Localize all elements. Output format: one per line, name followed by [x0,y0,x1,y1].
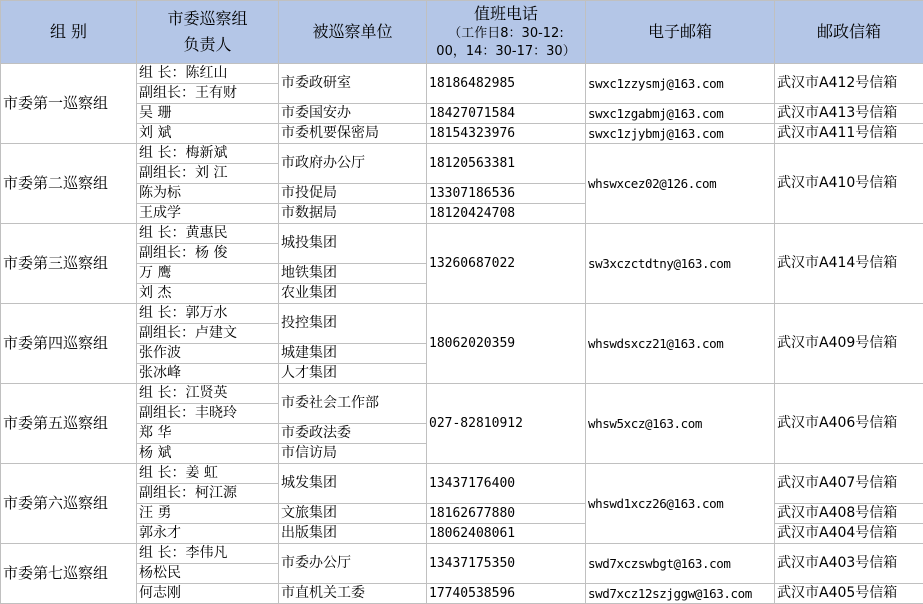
table-row [1,104,923,124]
table-row [1,584,923,604]
unit-cell[interactable]: 市委社会工作部 [279,384,427,424]
header-phone-title: 值班电话 [473,4,538,23]
unit-cell[interactable]: 市投促局 [279,184,427,204]
unit-cell[interactable]: 市委国安办 [279,104,427,124]
group-name[interactable]: 市委第一巡察组 [1,64,137,144]
phone-cell[interactable]: 18162677880 [427,504,586,524]
header-leader-line2: 负责人 [183,35,232,54]
unit-cell[interactable]: 市数据局 [279,204,427,224]
header-leader[interactable] [137,1,279,64]
leader-cell[interactable]: 组 长：陈红山 [137,64,279,84]
unit-cell[interactable]: 人才集团 [279,364,427,384]
post-cell[interactable]: 武汉市A403号信箱 [775,544,923,584]
phone-cell[interactable]: 18062408061 [427,524,586,544]
group-name[interactable]: 市委第四巡察组 [1,304,137,384]
leader-cell[interactable]: 副组长：丰晓玲 [137,404,279,424]
leader-cell[interactable]: 组 长：姜 虹 [137,464,279,484]
leader-cell[interactable]: 副组长：刘 江 [137,164,279,184]
phone-cell[interactable]: 027-82810912 [427,384,586,464]
unit-cell[interactable]: 市委政法委 [279,424,427,444]
unit-cell[interactable]: 文旅集团 [279,504,427,524]
email-cell[interactable]: swd7xcz12szjggw@163.com [586,584,775,604]
group-name[interactable]: 市委第六巡察组 [1,464,137,544]
header-row [1,1,923,64]
email-cell[interactable]: whswxcez02@126.com [586,144,775,224]
email-cell[interactable]: whswd1xcz26@163.com [586,464,775,544]
leader-cell[interactable]: 郑 华 [137,424,279,444]
email-cell[interactable]: swd7xczswbgt@163.com [586,544,775,584]
leader-cell[interactable]: 组 长：江贤英 [137,384,279,404]
leader-cell[interactable]: 副组长：杨 俊 [137,244,279,264]
unit-cell[interactable]: 城发集团 [279,464,427,504]
header-phone-sub1: （工作日8：30-12: [448,26,564,41]
table-row [1,384,923,404]
post-cell[interactable]: 武汉市A408号信箱 [775,504,923,524]
email-cell[interactable]: whswdsxcz21@163.com [586,304,775,384]
leader-cell[interactable]: 杨松民 [137,564,279,584]
unit-cell[interactable]: 市信访局 [279,444,427,464]
phone-cell[interactable]: 13260687022 [427,224,586,304]
email-cell[interactable]: whsw5xcz@163.com [586,384,775,464]
leader-cell[interactable]: 组 长：李伟凡 [137,544,279,564]
leader-cell[interactable]: 何志刚 [137,584,279,604]
email-cell[interactable]: swxc1zzysmj@163.com [586,64,775,104]
unit-cell[interactable]: 市委政研室 [279,64,427,104]
unit-cell[interactable]: 城建集团 [279,344,427,364]
leader-cell[interactable]: 陈为标 [137,184,279,204]
leader-cell[interactable]: 刘 斌 [137,124,279,144]
phone-cell[interactable]: 18427071584 [427,104,586,124]
post-cell[interactable]: 武汉市A407号信箱 [775,464,923,504]
table-row [1,504,923,524]
group-name[interactable]: 市委第二巡察组 [1,144,137,224]
email-cell[interactable]: sw3xczctdtny@163.com [586,224,775,304]
unit-cell[interactable]: 地铁集团 [279,264,427,284]
phone-cell[interactable]: 18120424708 [427,204,586,224]
leader-cell[interactable]: 郭永才 [137,524,279,544]
email-cell[interactable]: swxc1zgabmj@163.com [586,104,775,124]
leader-cell[interactable]: 副组长：王有财 [137,84,279,104]
group-name[interactable]: 市委第五巡察组 [1,384,137,464]
post-cell[interactable]: 武汉市A405号信箱 [775,584,923,604]
leader-cell[interactable]: 王成学 [137,204,279,224]
leader-cell[interactable]: 副组长：卢建文 [137,324,279,344]
leader-cell[interactable]: 杨 斌 [137,444,279,464]
phone-cell[interactable]: 18120563381 [427,144,586,184]
post-cell[interactable]: 武汉市A411号信箱 [775,124,923,144]
leader-cell[interactable]: 刘 杰 [137,284,279,304]
table-row [1,224,923,244]
leader-cell[interactable]: 组 长：黄惠民 [137,224,279,244]
phone-cell[interactable]: 18154323976 [427,124,586,144]
leader-cell[interactable]: 汪 勇 [137,504,279,524]
leader-cell[interactable]: 吴 珊 [137,104,279,124]
post-cell[interactable]: 武汉市A409号信箱 [775,304,923,384]
group-name[interactable]: 市委第七巡察组 [1,544,137,604]
phone-cell[interactable]: 13437175350 [427,544,586,584]
phone-cell[interactable]: 18062020359 [427,304,586,384]
post-cell[interactable]: 武汉市A413号信箱 [775,104,923,124]
header-email[interactable]: 电子邮箱 [586,1,775,64]
phone-cell[interactable]: 17740538596 [427,584,586,604]
post-cell[interactable]: 武汉市A410号信箱 [775,144,923,224]
leader-cell[interactable]: 组 长：郭万水 [137,304,279,324]
header-leader-line1: 市委巡察组 [167,9,248,28]
table-row [1,64,923,84]
post-cell[interactable]: 武汉市A406号信箱 [775,384,923,464]
table-row [1,144,923,164]
group-name[interactable]: 市委第三巡察组 [1,224,137,304]
phone-cell[interactable]: 13307186536 [427,184,586,204]
leader-cell[interactable]: 副组长：柯江源 [137,484,279,504]
unit-cell[interactable]: 农业集团 [279,284,427,304]
unit-cell[interactable]: 市政府办公厅 [279,144,427,184]
post-cell[interactable]: 武汉市A412号信箱 [775,64,923,104]
table-row [1,464,923,484]
post-cell[interactable]: 武汉市A414号信箱 [775,224,923,304]
unit-cell[interactable]: 市委办公厅 [279,544,427,584]
leader-cell[interactable]: 张冰峰 [137,364,279,384]
header-phone[interactable] [427,1,586,64]
post-cell[interactable]: 武汉市A404号信箱 [775,524,923,544]
table-row [1,304,923,324]
phone-cell[interactable]: 18186482985 [427,64,586,104]
phone-cell[interactable]: 13437176400 [427,464,586,504]
unit-cell[interactable]: 市直机关工委 [279,584,427,604]
email-cell[interactable]: swxc1zjybmj@163.com [586,124,775,144]
leader-cell[interactable]: 张作波 [137,344,279,364]
table-row [1,124,923,144]
leader-cell[interactable]: 万 鹰 [137,264,279,284]
leader-cell[interactable]: 组 长：梅新斌 [137,144,279,164]
table-row [1,544,923,564]
unit-cell[interactable]: 投控集团 [279,304,427,344]
table-row [1,524,923,544]
header-unit[interactable]: 被巡察单位 [279,1,427,64]
unit-cell[interactable]: 城投集团 [279,224,427,264]
header-group[interactable]: 组 别 [1,1,137,64]
header-post[interactable]: 邮政信箱 [775,1,923,64]
header-phone-sub2: 00，14：30-17：30） [436,44,576,59]
unit-cell[interactable]: 出版集团 [279,524,427,544]
unit-cell[interactable]: 市委机要保密局 [279,124,427,144]
